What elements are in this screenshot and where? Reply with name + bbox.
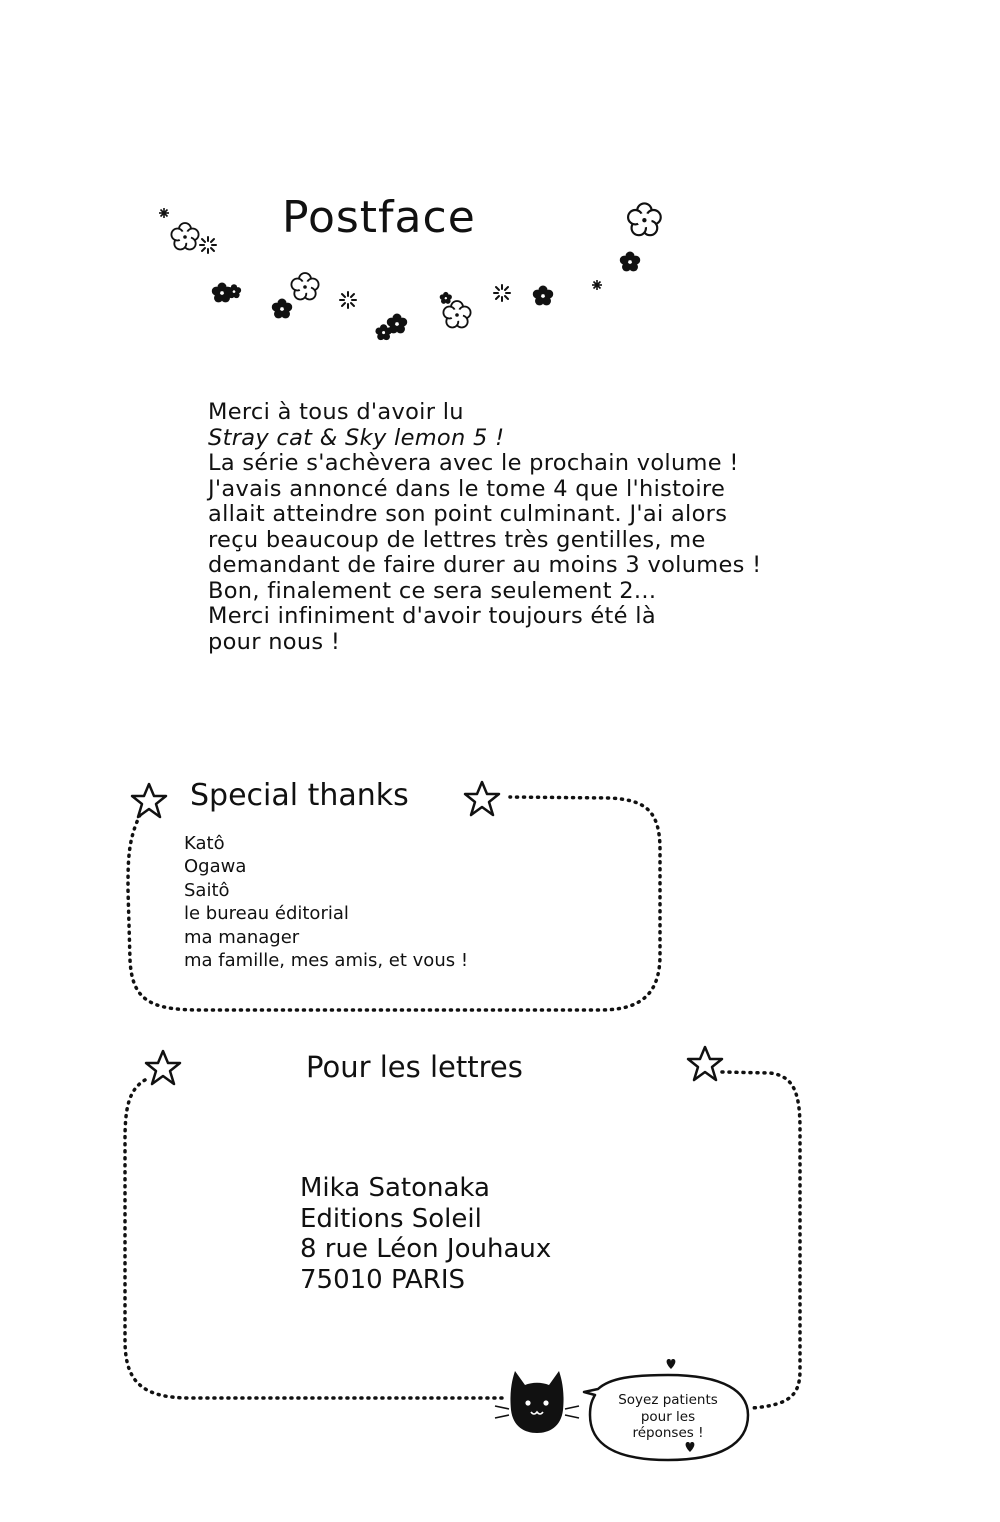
thanks-name: Saitô	[184, 879, 230, 901]
address-line: 75010 PARIS	[300, 1264, 466, 1295]
thanks-name: le bureau éditorial	[184, 903, 349, 925]
cat-icon	[495, 1371, 579, 1433]
thanks-name: Ogawa	[184, 856, 247, 878]
thanks-name: ma manager	[184, 926, 300, 948]
message-line: Merci infiniment d'avoir toujours été là	[208, 603, 656, 629]
star-icon	[688, 1047, 722, 1080]
bubble-line: pour les	[640, 1408, 696, 1425]
flower-icon	[494, 285, 510, 301]
message-line-book-title: Stray cat & Sky lemon 5 !	[208, 424, 505, 451]
special-thanks-title: Special thanks	[190, 778, 409, 813]
address-line: 8 rue Léon Jouhaux	[300, 1234, 552, 1264]
mailing-address	[300, 1173, 551, 1295]
address-line: Mika Satonaka	[300, 1173, 490, 1203]
bubble-line: réponses !	[632, 1425, 704, 1441]
flower-icon	[272, 299, 292, 319]
message-line: pour nous !	[208, 628, 341, 655]
letters-dotted-frame-right	[722, 1072, 800, 1408]
postface-title: Postface	[282, 192, 476, 243]
message-line: La série s'achèvera avec le prochain volume !	[208, 450, 739, 476]
flower-icon	[620, 252, 640, 272]
thanks-name: Katô	[184, 833, 225, 854]
star-icon	[465, 782, 499, 815]
message-line: reçu beaucoup de lettres très gentilles, me	[208, 526, 706, 553]
flower-icon	[443, 301, 470, 328]
special-thanks-list	[184, 832, 468, 972]
message-line: allait atteindre son point culminant. J'ai alors	[208, 501, 728, 527]
speech-bubble-text	[598, 1392, 738, 1442]
flower-icon	[440, 292, 452, 304]
flower-icon	[291, 273, 318, 300]
thanks-name: ma famille, mes amis, et vous !	[184, 950, 469, 972]
message-line: Bon, finalement ce sera seulement 2...	[208, 577, 657, 604]
message-line: J'avais annoncé dans le tome 4 que l'histoire	[208, 475, 726, 502]
flower-icon	[533, 286, 553, 306]
flower-icon	[227, 284, 241, 298]
postface-message	[208, 400, 888, 655]
sparkle-icon	[159, 208, 169, 218]
flower-icon	[340, 292, 356, 308]
flower-icon	[200, 237, 216, 253]
sparkle-icon	[592, 280, 602, 290]
heart-icon	[667, 1359, 676, 1369]
flower-icon	[628, 203, 661, 235]
bubble-line: Soyez patients	[618, 1392, 718, 1408]
star-icon	[132, 784, 166, 817]
star-icon	[146, 1051, 180, 1084]
letters-title: Pour les lettres	[306, 1050, 523, 1084]
flower-icon	[375, 324, 391, 340]
message-line: demandant de faire durer au moins 3 volumes !	[208, 552, 762, 578]
message-line: Merci à tous d'avoir lu	[208, 399, 464, 425]
flower-icon	[171, 223, 198, 250]
address-line: Editions Soleil	[300, 1203, 482, 1234]
